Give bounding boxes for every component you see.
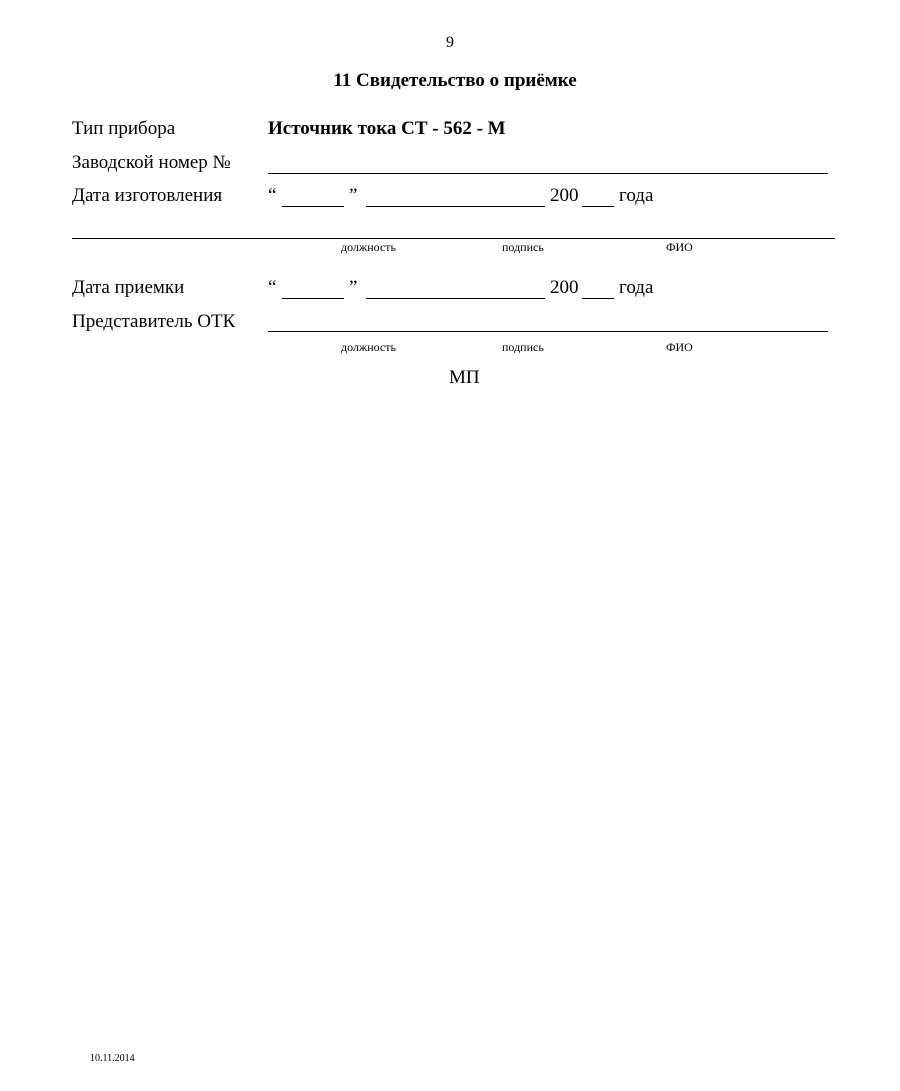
caption-signature-1: подпись [502, 240, 544, 254]
caption-position-2: должность [341, 340, 396, 354]
footer-date: 10.11.2014 [90, 1053, 135, 1064]
manufacture-year-suffix: года [619, 185, 654, 206]
caption-position-1: должность [341, 240, 396, 254]
signature-line-1[interactable] [72, 238, 835, 239]
acceptance-year-prefix: 200 [550, 277, 579, 298]
otk-representative-label: Представитель ОТК [72, 311, 236, 332]
manufacture-day-blank[interactable] [282, 206, 344, 207]
caption-signature-2: подпись [502, 340, 544, 354]
manufacture-month-blank[interactable] [366, 206, 545, 207]
acceptance-date-close-quote: ” [349, 277, 358, 298]
manufacture-year-blank[interactable] [582, 206, 614, 207]
acceptance-year-suffix: года [619, 277, 654, 298]
manufacture-date-label: Дата изготовления [72, 185, 223, 206]
acceptance-date-label: Дата приемки [72, 277, 185, 298]
stamp-place: МП [449, 367, 480, 388]
caption-name-1: ФИО [666, 240, 693, 254]
serial-number-blank[interactable] [268, 173, 828, 174]
acceptance-month-blank[interactable] [366, 298, 545, 299]
acceptance-date-open-quote: “ [268, 277, 277, 298]
manufacture-year-prefix: 200 [550, 185, 579, 206]
device-type-label: Тип прибора [72, 118, 176, 139]
caption-name-2: ФИО [666, 340, 693, 354]
section-heading: 11 Свидетельство о приёмке [333, 70, 577, 91]
acceptance-day-blank[interactable] [282, 298, 344, 299]
acceptance-year-blank[interactable] [582, 298, 614, 299]
page-number: 9 [446, 34, 454, 51]
device-type-value: Источник тока СТ - 562 - М [268, 118, 506, 139]
manufacture-date-open-quote: “ [268, 185, 277, 206]
serial-number-label: Заводской номер № [72, 152, 231, 173]
manufacture-date-close-quote: ” [349, 185, 358, 206]
otk-representative-blank[interactable] [268, 331, 828, 332]
